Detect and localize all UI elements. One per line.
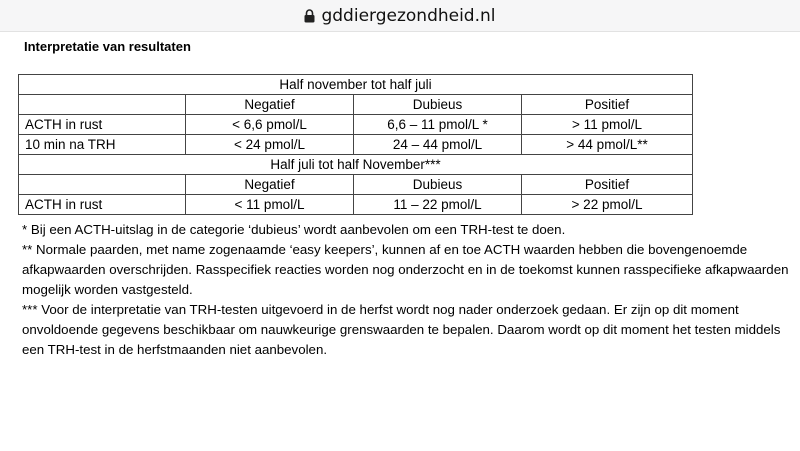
cell-negatief: < 6,6 pmol/L — [186, 115, 354, 135]
section-title: Interpretatie van resultaten — [24, 39, 191, 54]
row-label: 10 min na TRH — [19, 135, 186, 155]
cell-negatief: < 11 pmol/L — [186, 195, 354, 215]
cell-dubieus: 11 – 22 pmol/L — [354, 195, 522, 215]
cell-positief: > 22 pmol/L — [522, 195, 693, 215]
footnotes — [22, 220, 798, 360]
cell-dubieus: 6,6 – 11 pmol/L * — [354, 115, 522, 135]
header-row — [19, 95, 693, 115]
url-text: gddiergezondheid.nl — [321, 5, 496, 26]
period-row — [19, 155, 693, 175]
table-row — [19, 135, 693, 155]
empty-cell — [19, 95, 186, 115]
address-bar[interactable] — [0, 0, 800, 32]
footnote: * Bij een ACTH-uitslag in de categorie ‘dubieus’ wordt aanbevolen om een TRH-test te doen. — [22, 222, 566, 237]
footnote: ** Normale paarden, met name zogenaamde ‘easy keepers’, kunnen af en toe ACTH waarden hebben die bovengenoemde afkapwaarden overschrijden. Rasspecifiek reacties worden nog onderzocht en in de toekomst kunnen rasspecifieke afkapwaarden mogelijk worden vastgesteld. — [22, 242, 789, 297]
cell-positief: > 11 pmol/L — [522, 115, 693, 135]
period-row — [19, 75, 693, 95]
cell-dubieus: 24 – 44 pmol/L — [354, 135, 522, 155]
table-row — [19, 115, 693, 135]
period-header: Half juli tot half November*** — [19, 155, 693, 175]
header-negatief: Negatief — [186, 95, 354, 115]
header-positief: Positief — [522, 175, 693, 195]
footnote: *** Voor de interpretatie van TRH-testen uitgevoerd in de herfst wordt nog nader onderzoek gedaan. Er zijn op dit moment onvoldoende gegevens beschikbaar om nauwkeurige grenswaarden te bepalen. Daarom wordt op dit moment het testen middels een TRH-test in de herfstmaanden niet aanbevolen. — [22, 302, 781, 357]
period-header: Half november tot half juli — [19, 75, 693, 95]
cell-negatief: < 24 pmol/L — [186, 135, 354, 155]
row-label: ACTH in rust — [19, 195, 186, 215]
row-label: ACTH in rust — [19, 115, 186, 135]
cell-positief: > 44 pmol/L** — [522, 135, 693, 155]
header-row — [19, 175, 693, 195]
page-content — [0, 32, 800, 451]
empty-cell — [19, 175, 186, 195]
header-negatief: Negatief — [186, 175, 354, 195]
header-dubieus: Dubieus — [354, 95, 522, 115]
results-table — [18, 74, 693, 215]
header-positief: Positief — [522, 95, 693, 115]
lock-icon — [304, 9, 315, 23]
table-row — [19, 195, 693, 215]
header-dubieus: Dubieus — [354, 175, 522, 195]
